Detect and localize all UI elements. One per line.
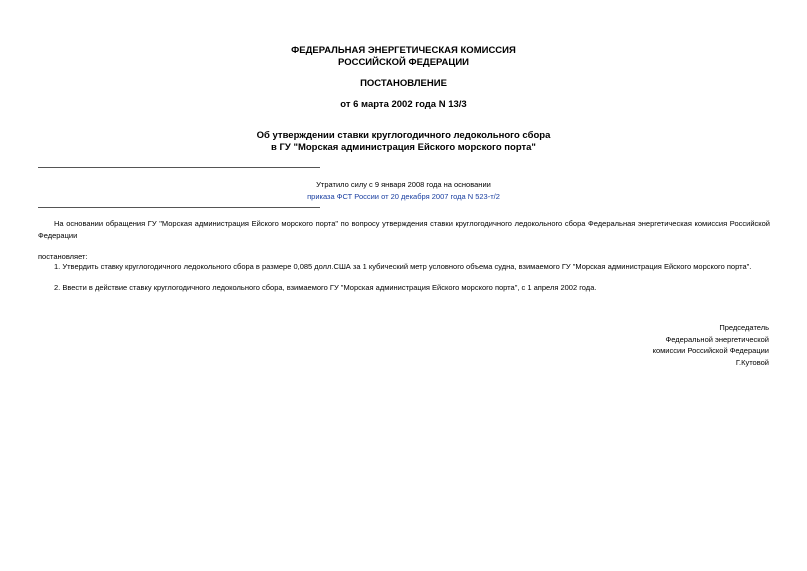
repeal-order-link[interactable]: приказа ФСТ России от 20 декабря 2007 года N 523-т/2 bbox=[307, 192, 500, 201]
document-title-line1: Об утверждении ставки круглогодичного ледокольного сбора bbox=[256, 130, 551, 141]
resolves-label: постановляет: bbox=[38, 252, 88, 261]
status-note-link-line bbox=[0, 191, 807, 203]
signature-block bbox=[569, 322, 769, 368]
divider-top bbox=[38, 167, 320, 168]
resolution-item-1: 1. Утвердить ставку круглогодичного ледокольного сбора в размере 0,085 долл.США за 1 кубический метр условного объема судна, взимаемого ГУ "Морская администрация Ейского морского порта". bbox=[54, 262, 752, 271]
document-date-number: от 6 марта 2002 года N 13/3 bbox=[340, 99, 467, 110]
signatory-name: Г.Кутовой bbox=[735, 357, 769, 367]
org-name-line1: ФЕДЕРАЛЬНАЯ ЭНЕРГЕТИЧЕСКАЯ КОМИССИЯ bbox=[291, 45, 516, 56]
signatory-org-line2: комиссии Российской Федерации bbox=[652, 346, 769, 355]
signatory-position: Председатель bbox=[719, 323, 769, 332]
signatory-org-line1: Федеральной энергетической bbox=[665, 334, 769, 344]
resolution-item-2: 2. Ввести в действие ставку круглогодичного ледокольного сбора, взимаемого ГУ "Морская администрация Ейского морского порта", с 1 апреля 2002 года. bbox=[54, 283, 597, 292]
divider-bottom bbox=[38, 207, 320, 208]
org-name-line2: РОССИЙСКОЙ ФЕДЕРАЦИИ bbox=[337, 57, 469, 68]
document-type: ПОСТАНОВЛЕНИЕ bbox=[360, 78, 447, 89]
intro-paragraph: На основании обращения ГУ "Морская администрация Ейского морского порта" по вопросу утверждения ставки круглогодичного ледокольного сбора Федеральная энергетическая комиссия Российской Федерации bbox=[38, 219, 770, 240]
document-title-line2: в ГУ "Морская администрация Ейского морского порта" bbox=[271, 142, 536, 153]
status-note-text: Утратило силу с 9 января 2008 года на основании bbox=[316, 180, 491, 189]
